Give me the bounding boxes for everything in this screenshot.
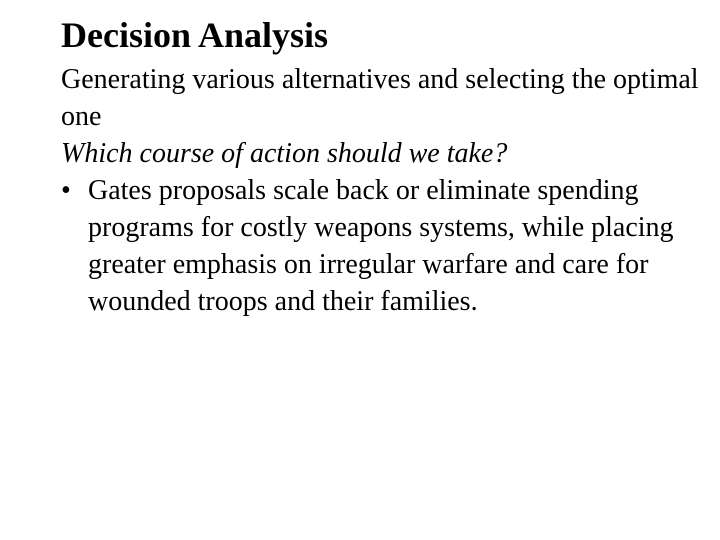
bullet-icon: • — [61, 175, 71, 206]
slide-body — [61, 61, 701, 320]
question-paragraph: Which course of action should we take? — [61, 138, 508, 169]
intro-paragraph: Generating various alternatives and selecting the optimal one — [61, 64, 699, 132]
bullet-item — [61, 172, 701, 320]
bullet-text: Gates proposals scale back or eliminate spending programs for costly weapons systems, while placing greater emphasis on irregular warfare and care for wounded troops and their families. — [88, 175, 674, 317]
slide-title: Decision Analysis — [61, 15, 329, 55]
